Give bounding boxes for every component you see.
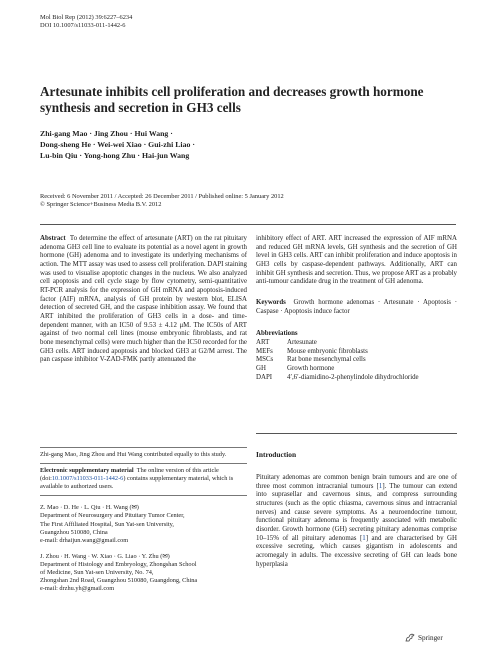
abstract — [40, 235, 247, 365]
footnotes — [40, 447, 247, 593]
author-list — [40, 128, 420, 162]
abbreviation-key: MSCs — [256, 356, 274, 364]
abbreviation-key: GH — [256, 364, 266, 372]
esm-text: ) contains supplementary material, which is available to authorized users. — [40, 475, 234, 491]
email[interactable]: e-mail: drhaijun.wang@gmail.com — [40, 536, 129, 544]
citation-link[interactable]: 1 — [362, 534, 366, 542]
keywords-text: Growth hormone adenomas · Artesunate · Apoptosis · Caspase · Apoptosis induce factor — [256, 298, 458, 315]
running-header — [40, 14, 132, 30]
publisher-logo — [405, 633, 443, 642]
affiliation-line: Z. Mao · D. He · L. Qiu · H. Wang (✉) — [40, 504, 139, 512]
doi: DOI 10.1007/s11033-011-1442-6 — [40, 22, 126, 30]
abbreviation-value: Mouse embryonic fibroblasts — [287, 347, 368, 355]
affiliation-line: Guangzhou 510080, China — [40, 528, 108, 536]
equal-contribution-note: Zhi-gang Mao, Jing Zhou and Hui Wang contributed equally to this study. — [40, 451, 227, 458]
copyright: © Springer Science+Business Media B.V. 2012 — [40, 201, 162, 209]
abbreviations-list — [256, 339, 457, 382]
abbreviation-value: Rat bone mesenchymal cells — [287, 356, 366, 364]
introduction-text — [256, 474, 457, 569]
springer-horse-icon — [405, 633, 415, 642]
abbreviation-row — [256, 348, 457, 357]
paper-title: Artesunate inhibits cell proliferation and decreases growth hormone synthesis and secretion in GH3 cells — [40, 84, 424, 115]
abstract-text: To determine the effect of artesunate (ART) on the rat pituitary adenoma GH3 cell line to evaluate its potential as a novel agent in growth hormone (GH) adenoma and to investigate its underlying mechanisms of action. The MTT assay was used to assess cell proliferation. DAPI staining was used to visualise apoptotic changes in the nucleus. We also analyzed cell apoptosis and cell cycle stage by flow cytometry, semi-quantitative RT-PCR analysis for the expression of GH mRNA and apoptosis-induced factor (AIF) mRNA, analysis of GH protein by western blot, ELISA detection of secreted GH, and the caspase inhibition assay. We found that ART inhibited the proliferation of GH3 cells in a dose- and time-dependent manner, with an IC50 of 9.53 ± 4.12 μM. The IC50s of ART against of two normal cell lines (mouse embryonic fibroblasts, and rat bone mesenchymal cells) were much higher than the IC50 recorded for the GH3 cells. ART induced apoptosis and blocked GH3 at G2/M arrest. The pan caspase inhibitor V-ZAD-FMK partly attenuated the — [40, 235, 247, 364]
abbreviation-row — [256, 356, 457, 365]
publication-dates — [40, 193, 284, 210]
abstract-continued: inhibitory effect of ART. ART increased the expression of AIF mRNA and reduced GH mRNA levels, GH synthesis and the secretion of GH level in GH3 cells. ART can inhibit proliferation and induce apoptosis in GH3 cells by caspase-dependent pathways. Additionally, ART can inhibit GH synthesis and secretion. Thus, we propose ART as a probably anti-tumour candidate drug in the treatment of GH adenoma. — [256, 235, 457, 286]
esm-doi-link[interactable]: 10.1007/s11033-011-1442-6 — [51, 475, 124, 483]
esm-label: Electronic supplementary material — [40, 467, 134, 475]
affiliation-line: Department of Histology and Embryology, Zhongshan School — [40, 560, 197, 568]
footnote-divider — [40, 463, 247, 464]
abbreviation-value: 4′,6′-diamidino-2-phenylindole dihydrochloride — [287, 373, 419, 381]
abbreviation-row — [256, 374, 457, 383]
footnote-divider — [40, 447, 247, 448]
affiliation-line: Zhongshan 2nd Road, Guangzhou 510080, Guangdong, China — [40, 577, 198, 585]
divider — [256, 433, 457, 434]
abbreviation-value: Artesunate — [287, 338, 317, 346]
intro-text: Pituitary adenomas are common benign brain tumours and are one of three most common intracranial tumours [ — [256, 474, 457, 490]
abbreviation-value: Growth hormone — [287, 364, 335, 372]
affiliation-1 — [40, 504, 247, 544]
section-title-introduction: Introduction — [256, 450, 297, 459]
author-line: Lu-bin Qiu · Yong-hong Zhu · Hai-jun Wang — [40, 151, 190, 161]
divider — [40, 224, 456, 225]
email[interactable]: e-mail: drzhu.yh@gmail.com — [40, 585, 115, 593]
received-accepted-published: Received: 6 November 2011 / Accepted: 26 December 2011 / Published online: 5 January 2012 — [40, 193, 284, 200]
intro-text: ]. The tumour can extend into suprasellar and cavernous sinus, and compress surrounding structures (such as the optic chiasma, cavernous sinus and intracranial nerves) and cause severe symptoms. As a neuroendocrine tumour, functional pituitary adenoma is frequently associated with metabolic disorder. Growth hormone (GH) secreting pituitary adenomas comprise 10–15% of all pituitary adenomas [ — [256, 482, 457, 542]
affiliation-2 — [40, 553, 247, 593]
abbreviation-row — [256, 339, 457, 348]
abbreviation-key: MEFs — [256, 347, 273, 355]
journal-citation: Mol Biol Rep (2012) 39:6227–6234 — [40, 14, 133, 21]
affiliation-line: J. Zhou · H. Wang · W. Xiao · G. Liao · Y. Zhu (✉) — [40, 552, 170, 560]
author-line: Zhi-gang Mao · Jing Zhou · Hui Wang · — [40, 129, 173, 138]
abbreviations-title: Abbreviations — [256, 330, 298, 338]
esm-note — [40, 467, 247, 491]
affiliation-line: Department of Neurosurgery and Pituitary Tumor Center, — [40, 512, 185, 520]
abbreviation-key: ART — [256, 338, 270, 346]
citation-link[interactable]: 1 — [378, 482, 383, 490]
keywords — [256, 299, 457, 316]
footnote-divider — [40, 495, 247, 496]
affiliation-line: The First Affiliated Hospital, Sun Yat-sen University, — [40, 520, 174, 528]
publisher-name: Springer — [418, 633, 443, 642]
abbreviation-row — [256, 365, 457, 374]
author-line: Dong-sheng He · Wei-wei Xiao · Gui-zhi Liao · — [40, 140, 195, 150]
esm-text: The online version of this article (doi: — [40, 467, 219, 483]
abbreviation-key: DAPI — [256, 373, 273, 381]
abstract-label: Abstract — [40, 235, 66, 242]
affiliation-line: of Medicine, Sun Yat-sen University, No. 74, — [40, 569, 154, 577]
intro-text: ] and are characterised by GH excessive secreting, which causes gigantism in adolescents and acromegaly in adults. The excessive secreting of GH can leads bone hyperplasia — [256, 534, 457, 568]
right-column — [256, 235, 457, 382]
keywords-label: Keywords — [256, 298, 286, 306]
